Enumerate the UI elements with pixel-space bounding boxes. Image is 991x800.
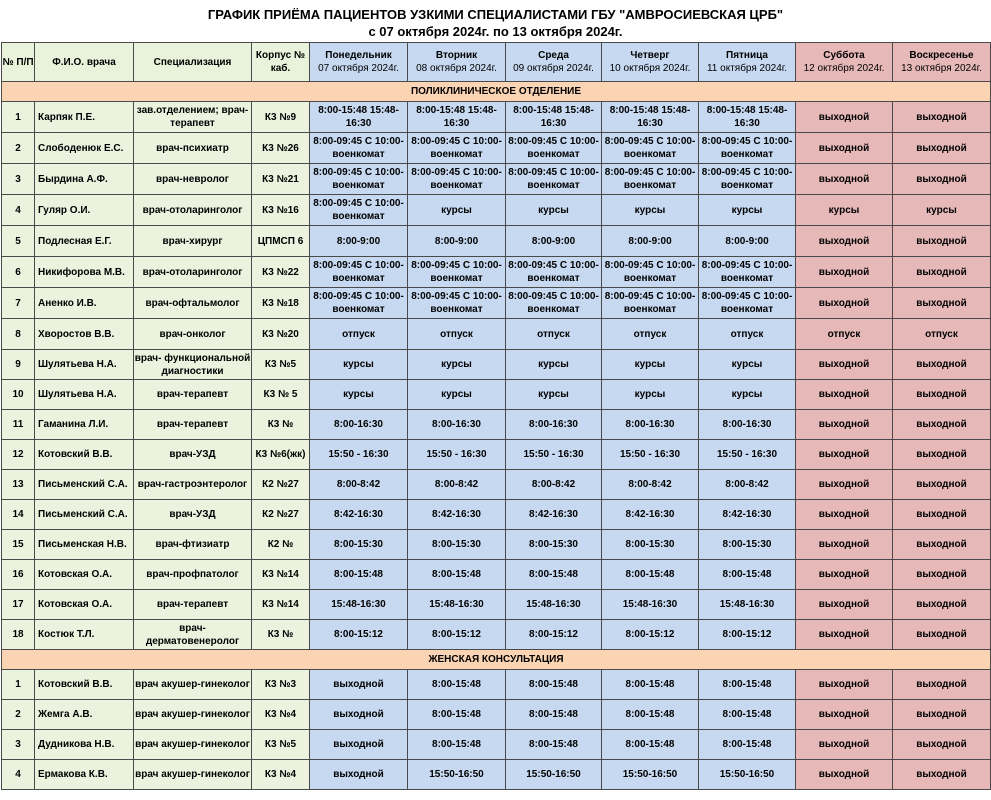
cell-room: ЦПМСП 6 (252, 226, 310, 257)
table-row (2, 257, 991, 288)
cell-day-2: 8:00-09:45 С 10:00-военкомат (506, 288, 602, 319)
cell-num: 9 (2, 350, 35, 380)
cell-day-1: 8:00-09:45 С 10:00-военкомат (408, 133, 506, 164)
cell-day-2: 15:50 - 16:30 (506, 440, 602, 470)
cell-spec: врач-терапевт (134, 590, 252, 620)
cell-name: Гуляр О.И. (35, 195, 134, 226)
cell-num: 17 (2, 590, 35, 620)
cell-day-4: 15:50 - 16:30 (699, 440, 796, 470)
cell-day-4: 8:00-09:45 С 10:00-военкомат (699, 133, 796, 164)
cell-num: 11 (2, 410, 35, 440)
cell-name: Письменский С.А. (35, 470, 134, 500)
cell-day-4: 8:00-15:48 (699, 670, 796, 700)
cell-spec: врач-терапевт (134, 410, 252, 440)
cell-day-5: выходной (796, 760, 893, 790)
cell-day-3: 8:00-09:45 С 10:00-военкомат (602, 288, 699, 319)
cell-day-3: 15:50-16:50 (602, 760, 699, 790)
header-day-thu: Четверг 10 октября 2024г. (602, 43, 699, 82)
cell-room: К3 №20 (252, 319, 310, 350)
cell-spec: врач-терапевт (134, 380, 252, 410)
cell-room: К3 №14 (252, 590, 310, 620)
cell-day-3: курсы (602, 380, 699, 410)
cell-day-6: выходной (893, 380, 991, 410)
cell-room: К2 № (252, 530, 310, 560)
cell-day-5: выходной (796, 530, 893, 560)
cell-spec: врач-гастроэнтеролог (134, 470, 252, 500)
cell-day-4: курсы (699, 195, 796, 226)
cell-num: 16 (2, 560, 35, 590)
cell-day-1: 8:00-15:48 (408, 700, 506, 730)
cell-day-2: 15:50-16:50 (506, 760, 602, 790)
cell-name: Шулятьева Н.А. (35, 350, 134, 380)
cell-day-3: отпуск (602, 319, 699, 350)
table-header-row (2, 43, 991, 82)
cell-day-1: 8:00-9:00 (408, 226, 506, 257)
table-row (2, 133, 991, 164)
cell-day-2: 8:00-15:12 (506, 620, 602, 650)
cell-day-5: выходной (796, 164, 893, 195)
schedule-table (1, 42, 991, 790)
cell-day-2: 8:00-15:30 (506, 530, 602, 560)
cell-day-4: 8:00-15:48 (699, 560, 796, 590)
cell-day-3: 8:00-15:48 15:48-16:30 (602, 102, 699, 133)
cell-day-0: курсы (310, 380, 408, 410)
cell-day-4: 8:00-15:48 (699, 700, 796, 730)
cell-spec: врач-хирург (134, 226, 252, 257)
cell-day-2: 8:42-16:30 (506, 500, 602, 530)
table-row (2, 319, 991, 350)
cell-day-6: выходной (893, 620, 991, 650)
cell-num: 7 (2, 288, 35, 319)
table-row (2, 500, 991, 530)
header-day-tue: Вторник 08 октября 2024г. (408, 43, 506, 82)
cell-day-0: 8:00-09:45 С 10:00-военкомат (310, 288, 408, 319)
cell-name: Жемга А.В. (35, 700, 134, 730)
cell-day-4: 8:00-15:30 (699, 530, 796, 560)
cell-day-1: 8:00-15:48 15:48-16:30 (408, 102, 506, 133)
cell-day-0: курсы (310, 350, 408, 380)
cell-day-4: 8:00-15:48 15:48-16:30 (699, 102, 796, 133)
section-title: ЖЕНСКАЯ КОНСУЛЬТАЦИЯ (2, 650, 991, 670)
table-row (2, 620, 991, 650)
cell-room: К3 №14 (252, 560, 310, 590)
cell-day-4: 8:42-16:30 (699, 500, 796, 530)
cell-num: 4 (2, 195, 35, 226)
cell-day-4: 8:00-09:45 С 10:00-военкомат (699, 164, 796, 195)
cell-day-5: выходной (796, 670, 893, 700)
cell-room: К3 №22 (252, 257, 310, 288)
title-line-1: ГРАФИК ПРИЁМА ПАЦИЕНТОВ УЗКИМИ СПЕЦИАЛИСТАМИ ГБУ "АМВРОСИЕВСКАЯ ЦРБ" (207, 7, 784, 22)
cell-day-0: 8:00-16:30 (310, 410, 408, 440)
cell-day-0: 15:50 - 16:30 (310, 440, 408, 470)
cell-day-0: 8:42-16:30 (310, 500, 408, 530)
cell-name: Хворостов В.В. (35, 319, 134, 350)
cell-room: К3 №4 (252, 760, 310, 790)
cell-day-6: отпуск (893, 319, 991, 350)
cell-day-0: 8:00-15:48 15:48-16:30 (310, 102, 408, 133)
cell-name: Карпяк П.Е. (35, 102, 134, 133)
cell-name: Гаманина Л.И. (35, 410, 134, 440)
cell-day-3: 8:00-9:00 (602, 226, 699, 257)
cell-num: 15 (2, 530, 35, 560)
cell-day-5: отпуск (796, 319, 893, 350)
cell-room: К3 № 5 (252, 380, 310, 410)
title-line-2: с 07 октября 2024г. по 13 октября 2024г. (368, 24, 623, 39)
table-row (2, 226, 991, 257)
cell-num: 14 (2, 500, 35, 530)
cell-num: 6 (2, 257, 35, 288)
cell-day-1: 8:00-8:42 (408, 470, 506, 500)
cell-name: Подлесная Е.Г. (35, 226, 134, 257)
section-header-row (2, 82, 991, 102)
cell-spec: врач-УЗД (134, 440, 252, 470)
cell-day-0: выходной (310, 700, 408, 730)
cell-day-0: 8:00-15:48 (310, 560, 408, 590)
table-row (2, 590, 991, 620)
cell-num: 5 (2, 226, 35, 257)
cell-day-1: 8:42-16:30 (408, 500, 506, 530)
cell-day-6: выходной (893, 500, 991, 530)
cell-name: Котовский В.В. (35, 670, 134, 700)
cell-num: 2 (2, 133, 35, 164)
cell-num: 10 (2, 380, 35, 410)
cell-spec: зав.отделением; врач-терапевт (134, 102, 252, 133)
section-header-row (2, 650, 991, 670)
cell-day-5: выходной (796, 590, 893, 620)
table-row (2, 470, 991, 500)
cell-day-4: 15:50-16:50 (699, 760, 796, 790)
cell-day-6: выходной (893, 350, 991, 380)
cell-spec: врач акушер-гинеколог (134, 670, 252, 700)
cell-day-2: 8:00-15:48 (506, 670, 602, 700)
table-row (2, 530, 991, 560)
header-num: № П/П (2, 43, 35, 82)
cell-day-6: выходной (893, 700, 991, 730)
cell-day-6: выходной (893, 670, 991, 700)
cell-num: 13 (2, 470, 35, 500)
cell-day-6: выходной (893, 440, 991, 470)
cell-day-3: курсы (602, 195, 699, 226)
header-name: Ф.И.О. врача (35, 43, 134, 82)
cell-day-5: выходной (796, 410, 893, 440)
cell-day-1: 15:48-16:30 (408, 590, 506, 620)
table-row (2, 195, 991, 226)
cell-day-2: 8:00-09:45 С 10:00-военкомат (506, 164, 602, 195)
cell-day-3: 8:00-15:48 (602, 700, 699, 730)
cell-day-1: 8:00-09:45 С 10:00-военкомат (408, 164, 506, 195)
cell-day-2: курсы (506, 195, 602, 226)
cell-room: К3 №4 (252, 700, 310, 730)
cell-day-5: выходной (796, 440, 893, 470)
cell-day-6: выходной (893, 226, 991, 257)
table-row (2, 102, 991, 133)
cell-spec: врач-онколог (134, 319, 252, 350)
cell-day-4: курсы (699, 380, 796, 410)
cell-day-0: 8:00-09:45 С 10:00-военкомат (310, 257, 408, 288)
cell-day-2: 8:00-09:45 С 10:00-военкомат (506, 133, 602, 164)
cell-day-6: выходной (893, 102, 991, 133)
cell-name: Письменская Н.В. (35, 530, 134, 560)
cell-day-0: 8:00-09:45 С 10:00-военкомат (310, 164, 408, 195)
cell-room: К3 №5 (252, 730, 310, 760)
cell-day-3: 8:00-16:30 (602, 410, 699, 440)
cell-name: Котовская О.А. (35, 560, 134, 590)
cell-day-6: выходной (893, 590, 991, 620)
cell-name: Ермакова К.В. (35, 760, 134, 790)
cell-day-3: 8:00-09:45 С 10:00-военкомат (602, 164, 699, 195)
cell-day-3: 8:00-15:48 (602, 670, 699, 700)
cell-name: Шулятьева Н.А. (35, 380, 134, 410)
cell-day-6: курсы (893, 195, 991, 226)
cell-spec: врач-фтизиатр (134, 530, 252, 560)
cell-day-0: выходной (310, 760, 408, 790)
cell-day-6: выходной (893, 257, 991, 288)
cell-day-2: курсы (506, 350, 602, 380)
cell-day-5: выходной (796, 380, 893, 410)
cell-room: К3 № (252, 410, 310, 440)
cell-day-1: 15:50-16:50 (408, 760, 506, 790)
table-row (2, 410, 991, 440)
cell-spec: врач-офтальмолог (134, 288, 252, 319)
cell-spec: врач-невролог (134, 164, 252, 195)
cell-spec: врач акушер-гинеколог (134, 700, 252, 730)
cell-name: Письменский С.А. (35, 500, 134, 530)
cell-day-6: выходной (893, 560, 991, 590)
cell-num: 8 (2, 319, 35, 350)
cell-day-3: 8:00-15:48 (602, 730, 699, 760)
cell-day-6: выходной (893, 730, 991, 760)
cell-day-5: выходной (796, 700, 893, 730)
section-title: ПОЛИКЛИНИЧЕСКОЕ ОТДЕЛЕНИЕ (2, 82, 991, 102)
cell-name: Костюк Т.Л. (35, 620, 134, 650)
cell-day-2: отпуск (506, 319, 602, 350)
cell-num: 1 (2, 670, 35, 700)
cell-room: К3 №21 (252, 164, 310, 195)
cell-name: Аненко И.В. (35, 288, 134, 319)
cell-name: Дудникова Н.В. (35, 730, 134, 760)
cell-day-2: 8:00-15:48 (506, 700, 602, 730)
table-row (2, 560, 991, 590)
cell-day-5: выходной (796, 730, 893, 760)
cell-day-1: 15:50 - 16:30 (408, 440, 506, 470)
cell-day-6: выходной (893, 530, 991, 560)
cell-day-2: 8:00-15:48 (506, 560, 602, 590)
cell-day-5: выходной (796, 560, 893, 590)
cell-day-1: 8:00-09:45 С 10:00-военкомат (408, 257, 506, 288)
cell-name: Никифорова М.В. (35, 257, 134, 288)
cell-spec: врач-отоларинголог (134, 195, 252, 226)
cell-day-0: 8:00-9:00 (310, 226, 408, 257)
cell-room: К3 №9 (252, 102, 310, 133)
table-row (2, 670, 991, 700)
cell-day-1: отпуск (408, 319, 506, 350)
cell-day-4: 8:00-09:45 С 10:00-военкомат (699, 288, 796, 319)
cell-day-1: 8:00-16:30 (408, 410, 506, 440)
cell-day-3: 8:00-15:48 (602, 560, 699, 590)
cell-day-1: курсы (408, 350, 506, 380)
cell-day-5: выходной (796, 133, 893, 164)
cell-day-2: курсы (506, 380, 602, 410)
cell-name: Котовский В.В. (35, 440, 134, 470)
table-row (2, 164, 991, 195)
cell-day-4: 8:00-15:12 (699, 620, 796, 650)
cell-day-3: 8:00-15:12 (602, 620, 699, 650)
cell-day-0: выходной (310, 670, 408, 700)
cell-day-0: отпуск (310, 319, 408, 350)
cell-day-0: 15:48-16:30 (310, 590, 408, 620)
cell-day-1: курсы (408, 380, 506, 410)
cell-day-5: выходной (796, 288, 893, 319)
header-day-fri: Пятница 11 октября 2024г. (699, 43, 796, 82)
cell-day-3: 8:42-16:30 (602, 500, 699, 530)
cell-day-5: выходной (796, 226, 893, 257)
header-day-sun: Воскресенье 13 октября 2024г. (893, 43, 991, 82)
cell-day-3: 8:00-09:45 С 10:00-военкомат (602, 257, 699, 288)
cell-day-1: 8:00-09:45 С 10:00-военкомат (408, 288, 506, 319)
table-row (2, 440, 991, 470)
cell-day-5: курсы (796, 195, 893, 226)
cell-spec: врач-психиатр (134, 133, 252, 164)
cell-day-6: выходной (893, 470, 991, 500)
header-day-mon: Понедельник 07 октября 2024г. (310, 43, 408, 82)
cell-day-4: отпуск (699, 319, 796, 350)
cell-day-4: 15:48-16:30 (699, 590, 796, 620)
cell-day-2: 8:00-16:30 (506, 410, 602, 440)
cell-room: К3 №6(жк) (252, 440, 310, 470)
cell-day-6: выходной (893, 288, 991, 319)
table-row (2, 760, 991, 790)
header-room: Корпус № каб. (252, 43, 310, 82)
cell-day-0: 8:00-15:12 (310, 620, 408, 650)
cell-day-6: выходной (893, 164, 991, 195)
cell-spec: врач акушер-гинеколог (134, 730, 252, 760)
cell-day-2: 8:00-9:00 (506, 226, 602, 257)
cell-day-5: выходной (796, 350, 893, 380)
cell-day-3: 15:50 - 16:30 (602, 440, 699, 470)
cell-day-2: 8:00-15:48 (506, 730, 602, 760)
cell-day-2: 8:00-8:42 (506, 470, 602, 500)
cell-day-4: 8:00-16:30 (699, 410, 796, 440)
cell-day-3: 8:00-09:45 С 10:00-военкомат (602, 133, 699, 164)
cell-day-2: 15:48-16:30 (506, 590, 602, 620)
cell-spec: врач-отоларинголог (134, 257, 252, 288)
cell-day-3: 8:00-8:42 (602, 470, 699, 500)
cell-day-3: 8:00-15:30 (602, 530, 699, 560)
cell-name: Слободенюк Е.С. (35, 133, 134, 164)
cell-day-5: выходной (796, 500, 893, 530)
cell-spec: врач- функциональной диагностики (134, 350, 252, 380)
cell-room: К2 №27 (252, 470, 310, 500)
cell-day-0: 8:00-15:30 (310, 530, 408, 560)
cell-day-3: 15:48-16:30 (602, 590, 699, 620)
cell-day-1: 8:00-15:48 (408, 560, 506, 590)
table-row (2, 380, 991, 410)
page-title (0, 0, 991, 42)
cell-day-3: курсы (602, 350, 699, 380)
cell-day-0: 8:00-09:45 С 10:00-военкомат (310, 133, 408, 164)
cell-spec: врач-профпатолог (134, 560, 252, 590)
cell-room: К2 №27 (252, 500, 310, 530)
cell-name: Котовская О.А. (35, 590, 134, 620)
cell-day-4: 8:00-09:45 С 10:00-военкомат (699, 257, 796, 288)
cell-room: К3 №5 (252, 350, 310, 380)
header-day-sat: Суббота 12 октября 2024г. (796, 43, 893, 82)
cell-day-4: курсы (699, 350, 796, 380)
cell-spec: врач акушер-гинеколог (134, 760, 252, 790)
cell-spec: врач-дерматовенеролог (134, 620, 252, 650)
cell-day-0: 8:00-8:42 (310, 470, 408, 500)
cell-day-4: 8:00-8:42 (699, 470, 796, 500)
table-row (2, 730, 991, 760)
cell-day-6: выходной (893, 760, 991, 790)
cell-num: 1 (2, 102, 35, 133)
cell-day-5: выходной (796, 257, 893, 288)
cell-num: 4 (2, 760, 35, 790)
cell-day-4: 8:00-15:48 (699, 730, 796, 760)
table-row (2, 288, 991, 319)
cell-day-1: 8:00-15:30 (408, 530, 506, 560)
cell-num: 12 (2, 440, 35, 470)
cell-room: К3 №3 (252, 670, 310, 700)
cell-day-1: 8:00-15:48 (408, 730, 506, 760)
table-row (2, 350, 991, 380)
cell-room: К3 №18 (252, 288, 310, 319)
cell-name: Бырдина А.Ф. (35, 164, 134, 195)
cell-num: 18 (2, 620, 35, 650)
cell-day-6: выходной (893, 133, 991, 164)
cell-day-4: 8:00-9:00 (699, 226, 796, 257)
cell-room: К3 №16 (252, 195, 310, 226)
cell-room: К3 № (252, 620, 310, 650)
cell-day-2: 8:00-09:45 С 10:00-военкомат (506, 257, 602, 288)
cell-spec: врач-УЗД (134, 500, 252, 530)
cell-num: 3 (2, 730, 35, 760)
cell-day-5: выходной (796, 102, 893, 133)
cell-day-5: выходной (796, 620, 893, 650)
cell-day-1: 8:00-15:12 (408, 620, 506, 650)
cell-day-5: выходной (796, 470, 893, 500)
cell-num: 3 (2, 164, 35, 195)
header-spec: Специализация (134, 43, 252, 82)
cell-day-1: курсы (408, 195, 506, 226)
cell-day-2: 8:00-15:48 15:48-16:30 (506, 102, 602, 133)
cell-room: К3 №26 (252, 133, 310, 164)
table-row (2, 700, 991, 730)
cell-day-0: 8:00-09:45 С 10:00-военкомат (310, 195, 408, 226)
cell-day-0: выходной (310, 730, 408, 760)
cell-day-6: выходной (893, 410, 991, 440)
cell-num: 2 (2, 700, 35, 730)
cell-day-1: 8:00-15:48 (408, 670, 506, 700)
header-day-wed: Среда 09 октября 2024г. (506, 43, 602, 82)
